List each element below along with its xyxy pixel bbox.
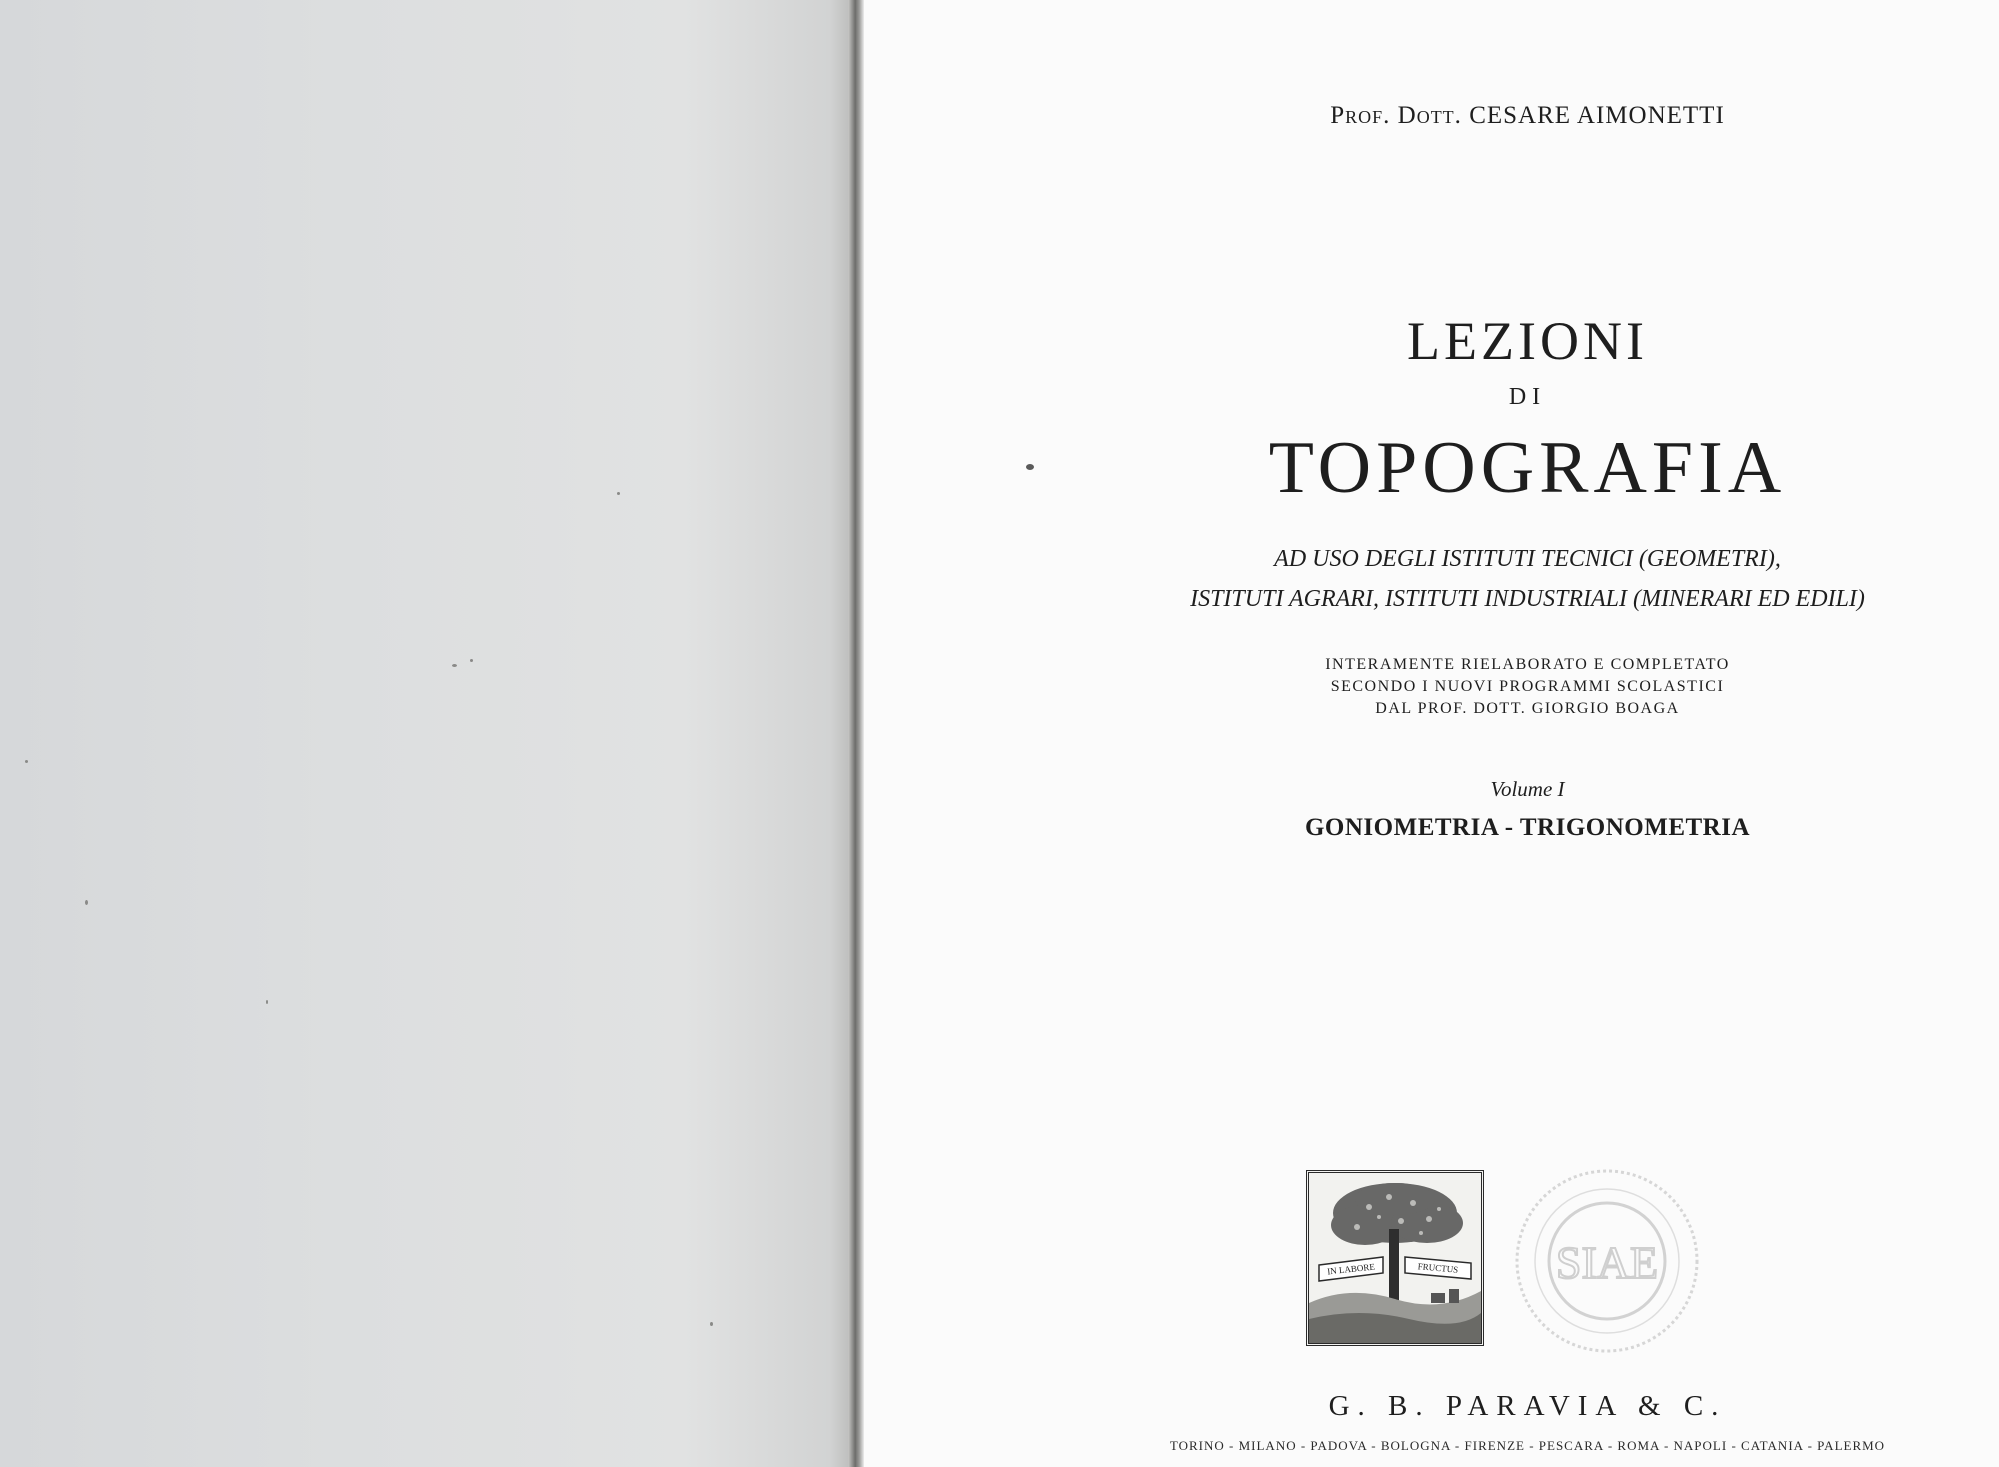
revision-line-2: SECONDO I NUOVI PROGRAMMI SCOLASTICI (1330, 678, 1725, 695)
paper-speck (266, 1000, 268, 1004)
author-name: CESARE AIMONETTI (1469, 102, 1725, 129)
emblem-banner-left: IN LABORE (1326, 1261, 1376, 1277)
title-line-topografia: TOPOGRAFIA (1268, 427, 1787, 509)
author-line (864, 102, 1999, 130)
emblem-banner-right: FRUCTUS (1417, 1261, 1459, 1275)
title-line-lezioni: LEZIONI (1407, 311, 1648, 371)
publisher-emblem (1306, 1170, 1484, 1346)
volume-label: Volume I (1490, 777, 1565, 801)
seal-monogram: SIAE (1555, 1237, 1659, 1288)
paper-speck (85, 900, 88, 905)
revision-line-1: INTERAMENTE RIELABORATO E COMPLETATO (1325, 656, 1730, 673)
subtitle-line-2: ISTITUTI AGRARI, ISTITUTI INDUSTRIALI (MINERARI ED EDILI) (1190, 586, 1865, 612)
paper-speck (710, 1322, 713, 1326)
subtitle-line-1: AD USO DEGLI ISTITUTI TECNICI (GEOMETRI), (1274, 546, 1781, 572)
book-gutter (848, 0, 864, 1467)
paper-speck (25, 760, 28, 763)
embossed-seal (1512, 1166, 1702, 1356)
author-prefix: Prof. Dott. (1330, 102, 1462, 129)
seal-stamp-icon (1512, 1166, 1702, 1356)
paper-speck (452, 664, 457, 667)
tree-emblem-icon (1309, 1173, 1481, 1343)
revision-line-3: DAL PROF. DOTT. GIORGIO BOAGA (1375, 700, 1680, 717)
publisher-cities: TORINO - MILANO - PADOVA - BOLOGNA - FIRENZE - PESCARA - ROMA - NAPOLI - CATANIA - PALERMO (1169, 1438, 1886, 1453)
blank-left-page (0, 0, 855, 1467)
volume-subject: GONIOMETRIA - TRIGONOMETRIA (1304, 814, 1751, 841)
paper-speck (617, 492, 620, 495)
publisher-name: G. B. PARAVIA & C. (1328, 1390, 1727, 1422)
paper-speck (470, 659, 473, 662)
title-line-di: DI (1508, 384, 1547, 410)
